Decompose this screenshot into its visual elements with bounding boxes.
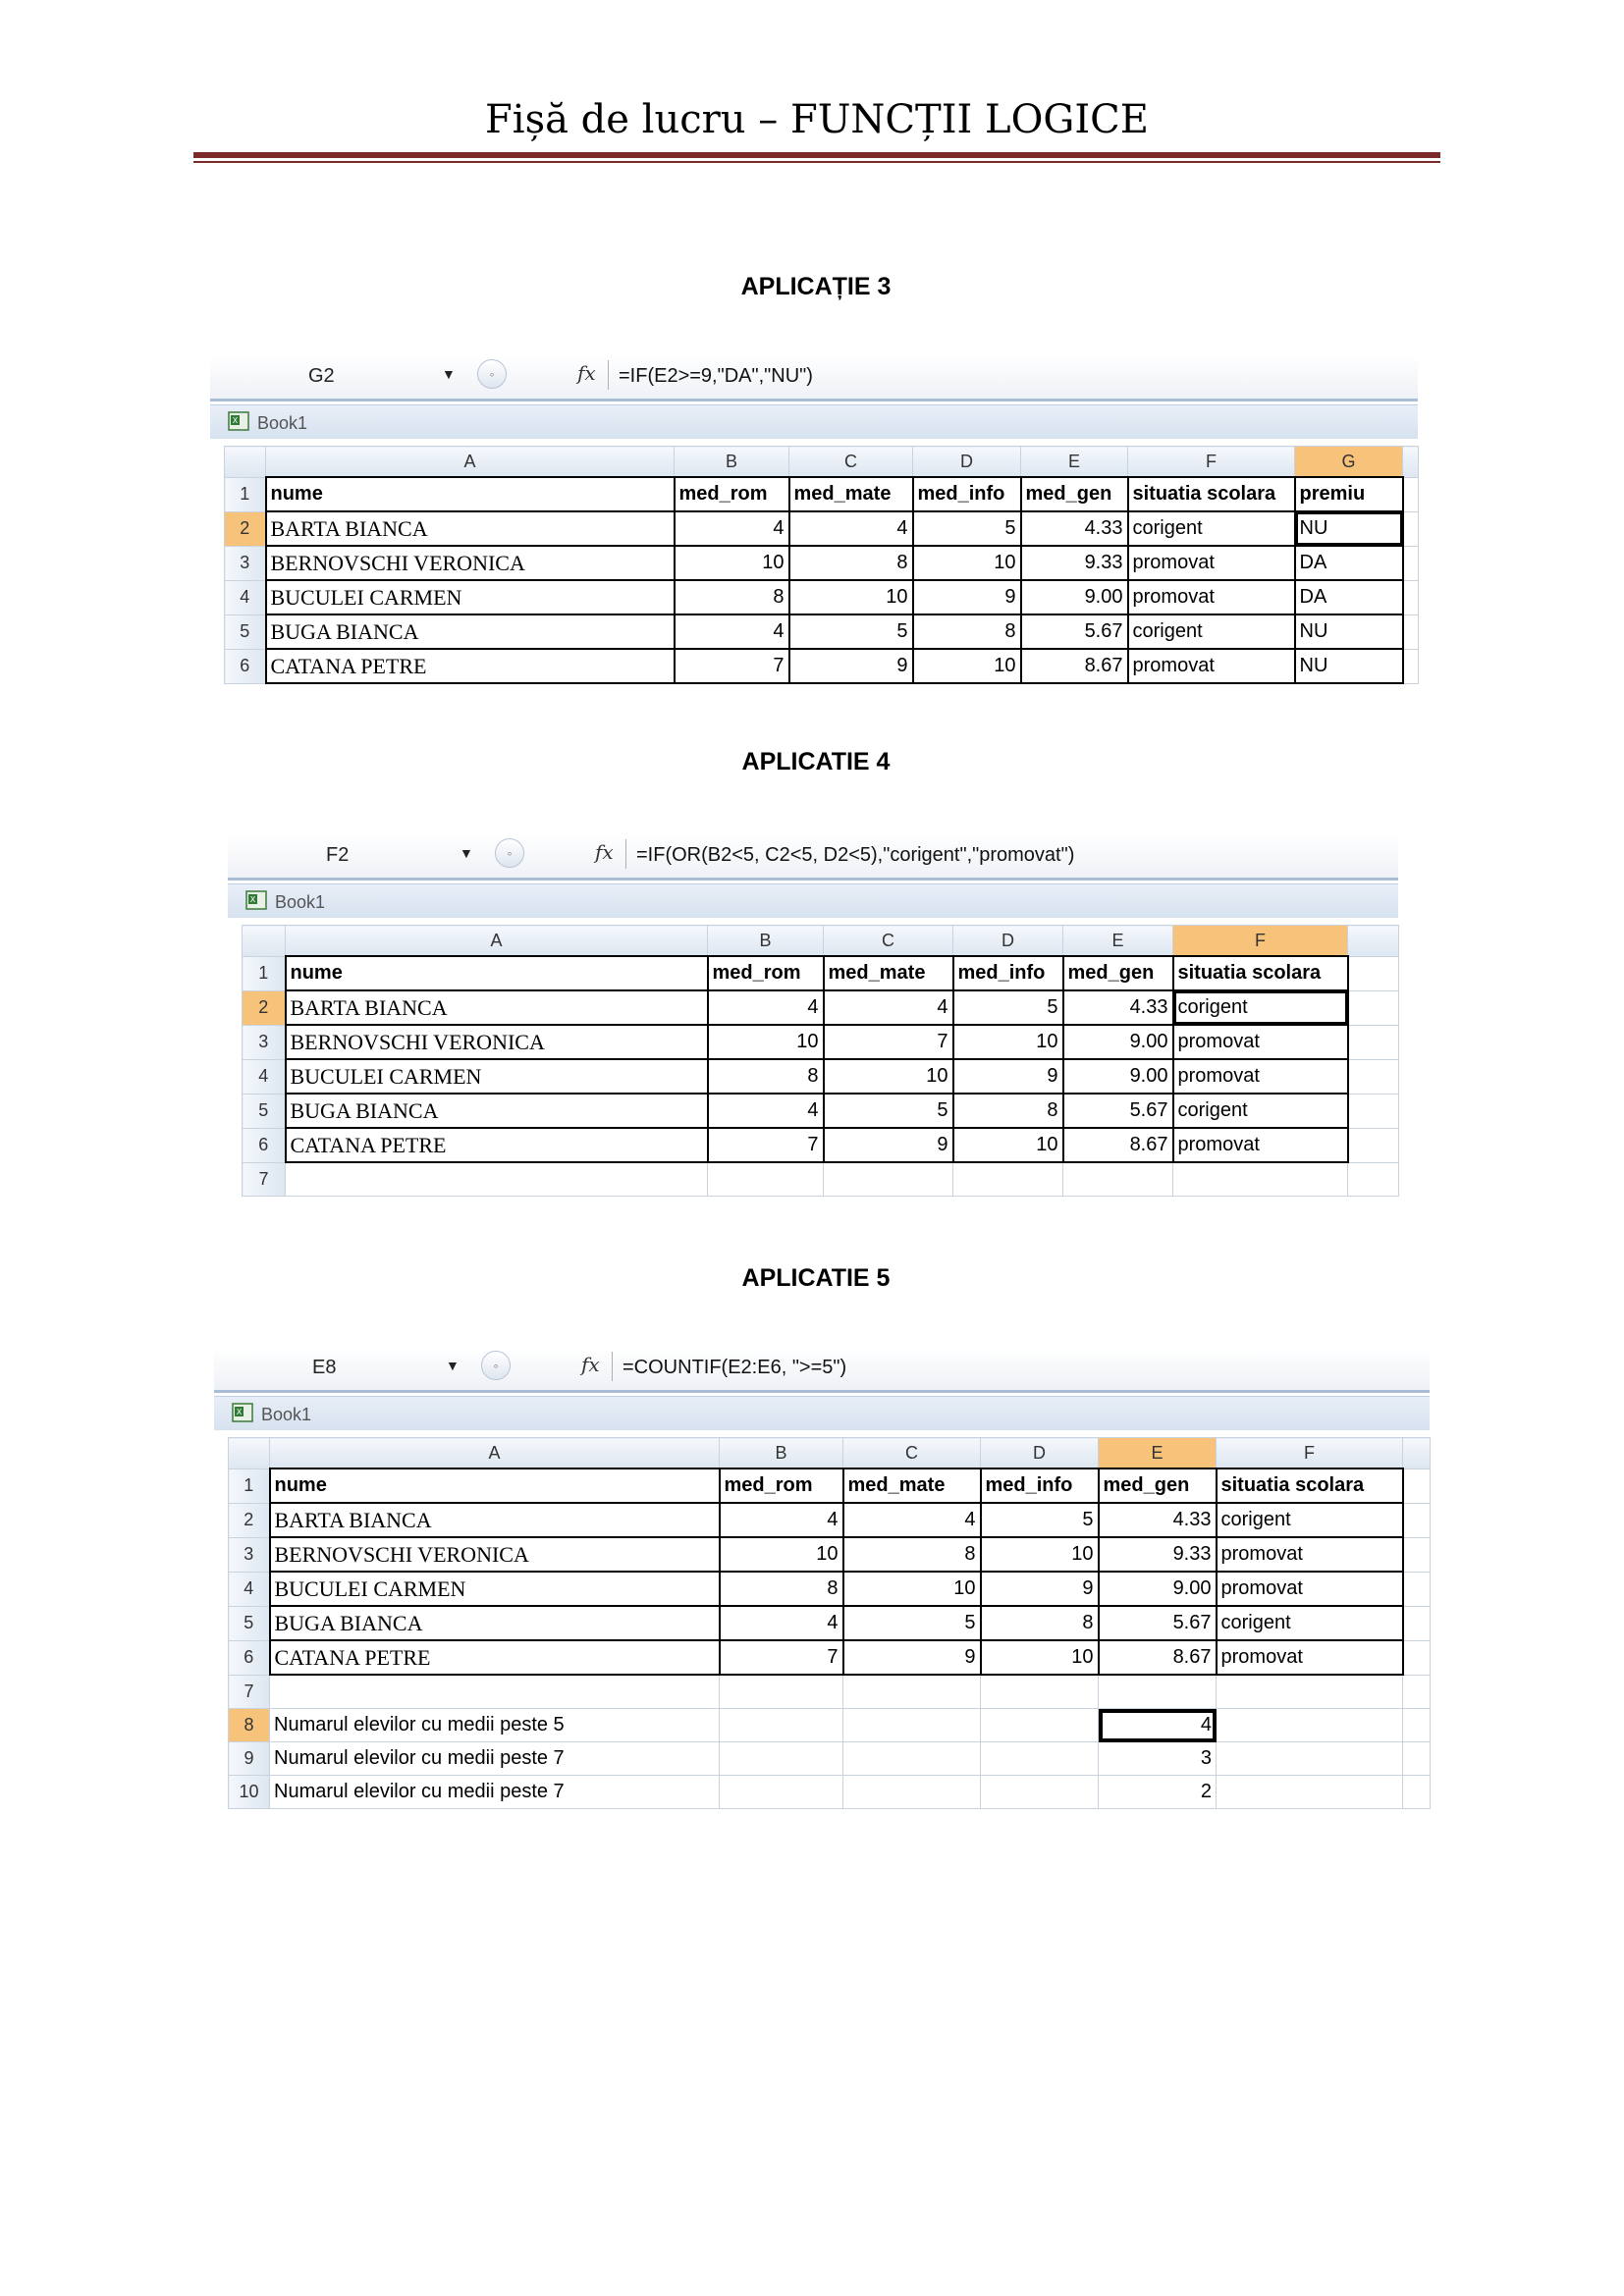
- cell[interactable]: 9.00: [1099, 1572, 1217, 1606]
- name-box[interactable]: F2: [326, 844, 350, 866]
- cell[interactable]: 10: [824, 1059, 953, 1094]
- app3-title: APLICAȚIE 3: [740, 273, 892, 300]
- column-header[interactable]: C: [843, 1438, 981, 1469]
- column-header-selected[interactable]: E: [1099, 1438, 1217, 1469]
- workbook-titlebar: [228, 883, 1398, 918]
- cell[interactable]: 10: [953, 1025, 1063, 1059]
- cell[interactable]: BUCULEI CARMEN: [270, 1572, 720, 1606]
- table-row: [225, 580, 1419, 614]
- cell[interactable]: [720, 1742, 843, 1776]
- row-header[interactable]: 10: [229, 1776, 270, 1809]
- cell[interactable]: 4.33: [1063, 990, 1173, 1025]
- cell[interactable]: [1217, 1709, 1403, 1742]
- row-header[interactable]: 7: [229, 1675, 270, 1709]
- summary-label[interactable]: Numarul elevilor cu medii peste 7: [270, 1742, 720, 1776]
- row-header[interactable]: 6: [243, 1128, 286, 1162]
- table-row: [229, 1640, 1431, 1675]
- row-header-selected[interactable]: 2: [225, 511, 266, 546]
- cell[interactable]: med_mate: [789, 477, 913, 511]
- cell[interactable]: [843, 1742, 981, 1776]
- excel-workbook-icon: [228, 410, 249, 432]
- cell[interactable]: promovat: [1173, 1059, 1348, 1094]
- row-header[interactable]: 5: [229, 1606, 270, 1640]
- cell[interactable]: med_gen: [1063, 956, 1173, 990]
- spreadsheet-grid: [228, 1437, 1431, 1809]
- app5-excel-window: [214, 1347, 1430, 1875]
- cell[interactable]: 4: [708, 990, 824, 1025]
- row-header[interactable]: 7: [243, 1162, 286, 1197]
- divider: [608, 360, 609, 390]
- column-header[interactable]: E: [1021, 447, 1128, 478]
- cell[interactable]: [981, 1709, 1099, 1742]
- cell[interactable]: [720, 1675, 843, 1709]
- table-row: [229, 1503, 1431, 1537]
- column-header[interactable]: B: [675, 447, 789, 478]
- workbook-name: Book1: [257, 413, 308, 433]
- active-cell[interactable]: NU: [1295, 511, 1403, 546]
- cell[interactable]: 10: [675, 546, 789, 580]
- cell[interactable]: 9.00: [1063, 1025, 1173, 1059]
- cell[interactable]: situatia scolara: [1217, 1468, 1403, 1503]
- cell[interactable]: corigent: [1217, 1503, 1403, 1537]
- cell[interactable]: [1403, 1675, 1431, 1709]
- table-row: [229, 1572, 1431, 1606]
- cell[interactable]: 9: [789, 649, 913, 683]
- expand-button[interactable]: ◦: [477, 359, 507, 389]
- cell[interactable]: 5: [843, 1606, 981, 1640]
- cell[interactable]: DA: [1295, 580, 1403, 614]
- cell[interactable]: med_info: [953, 956, 1063, 990]
- cell[interactable]: [1403, 614, 1419, 649]
- function-icon[interactable]: fx: [577, 361, 596, 385]
- row-header[interactable]: 1: [243, 956, 286, 990]
- column-header[interactable]: A: [286, 926, 708, 957]
- cell[interactable]: [1403, 1742, 1431, 1776]
- cell[interactable]: med_rom: [720, 1468, 843, 1503]
- column-header-selected[interactable]: G: [1295, 447, 1403, 478]
- row-header[interactable]: 3: [225, 546, 266, 580]
- cell[interactable]: [1348, 1059, 1399, 1094]
- cell[interactable]: [1403, 1776, 1431, 1809]
- workbook-titlebar: [214, 1396, 1430, 1430]
- cell[interactable]: 8.67: [1021, 649, 1128, 683]
- cell[interactable]: [1403, 1572, 1431, 1606]
- cell[interactable]: [824, 1162, 953, 1197]
- cell[interactable]: 9: [953, 1059, 1063, 1094]
- cell[interactable]: 5: [824, 1094, 953, 1128]
- cell[interactable]: corigent: [1217, 1606, 1403, 1640]
- cell[interactable]: BARTA BIANCA: [266, 511, 675, 546]
- cell[interactable]: promovat: [1173, 1128, 1348, 1162]
- cell[interactable]: 10: [708, 1025, 824, 1059]
- name-box[interactable]: E8: [312, 1357, 337, 1378]
- cell[interactable]: 8: [789, 546, 913, 580]
- cell[interactable]: [1348, 1162, 1399, 1197]
- cell[interactable]: [843, 1675, 981, 1709]
- cell[interactable]: 10: [981, 1537, 1099, 1572]
- cell[interactable]: 10: [789, 580, 913, 614]
- formula-bar: [210, 355, 1418, 401]
- cell[interactable]: 4: [843, 1503, 981, 1537]
- column-header[interactable]: C: [789, 447, 913, 478]
- column-header[interactable]: B: [720, 1438, 843, 1469]
- cell[interactable]: [1403, 511, 1419, 546]
- select-all-button[interactable]: [243, 926, 286, 957]
- cell[interactable]: [981, 1742, 1099, 1776]
- cell[interactable]: 4: [675, 511, 789, 546]
- cell[interactable]: promovat: [1173, 1025, 1348, 1059]
- cell[interactable]: [1403, 1709, 1431, 1742]
- table-row: [225, 649, 1419, 683]
- workbook-name: Book1: [261, 1405, 312, 1424]
- cell[interactable]: 9: [824, 1128, 953, 1162]
- row-header[interactable]: 2: [229, 1503, 270, 1537]
- cell[interactable]: 8: [981, 1606, 1099, 1640]
- column-header: [1403, 447, 1419, 478]
- column-header[interactable]: D: [981, 1438, 1099, 1469]
- table-row: [229, 1468, 1431, 1503]
- cell[interactable]: 5: [981, 1503, 1099, 1537]
- cell[interactable]: med_mate: [843, 1468, 981, 1503]
- column-header[interactable]: D: [953, 926, 1063, 957]
- cell[interactable]: promovat: [1217, 1640, 1403, 1675]
- cell[interactable]: 9: [913, 580, 1021, 614]
- cell[interactable]: [981, 1776, 1099, 1809]
- column-header[interactable]: F: [1128, 447, 1295, 478]
- row-header[interactable]: 5: [243, 1094, 286, 1128]
- row-header[interactable]: 5: [225, 614, 266, 649]
- row-header[interactable]: 9: [229, 1742, 270, 1776]
- cell[interactable]: [1403, 1537, 1431, 1572]
- cell[interactable]: [1403, 1468, 1431, 1503]
- cell[interactable]: situatia scolara: [1128, 477, 1295, 511]
- cell[interactable]: 8: [708, 1059, 824, 1094]
- cell[interactable]: 8: [953, 1094, 1063, 1128]
- select-all-button[interactable]: [225, 447, 266, 478]
- cell[interactable]: nume: [286, 956, 708, 990]
- cell[interactable]: [1348, 1025, 1399, 1059]
- row-header[interactable]: 4: [243, 1059, 286, 1094]
- column-header[interactable]: A: [270, 1438, 720, 1469]
- cell[interactable]: [1348, 990, 1399, 1025]
- chevron-down-icon[interactable]: ▼: [460, 845, 473, 861]
- row-header[interactable]: 1: [225, 477, 266, 511]
- cell[interactable]: [953, 1162, 1063, 1197]
- cell[interactable]: 8.67: [1063, 1128, 1173, 1162]
- row-header-selected[interactable]: 2: [243, 990, 286, 1025]
- cell[interactable]: BUGA BIANCA: [270, 1606, 720, 1640]
- svg-text:X: X: [232, 416, 239, 425]
- active-cell[interactable]: 4: [1099, 1709, 1217, 1742]
- cell[interactable]: med_mate: [824, 956, 953, 990]
- cell[interactable]: CATANA PETRE: [286, 1128, 708, 1162]
- cell[interactable]: 4: [720, 1503, 843, 1537]
- svg-text:X: X: [249, 895, 256, 904]
- cell[interactable]: 10: [913, 649, 1021, 683]
- function-icon[interactable]: fx: [581, 1353, 600, 1376]
- cell[interactable]: BERNOVSCHI VERONICA: [266, 546, 675, 580]
- row-header[interactable]: 4: [229, 1572, 270, 1606]
- cell[interactable]: 4: [720, 1606, 843, 1640]
- table-row: [243, 1162, 1399, 1197]
- table-row: [243, 956, 1399, 990]
- cell[interactable]: med_rom: [708, 956, 824, 990]
- cell[interactable]: promovat: [1128, 580, 1295, 614]
- summary-label[interactable]: Numarul elevilor cu medii peste 5: [270, 1709, 720, 1742]
- cell[interactable]: [1348, 956, 1399, 990]
- table-row: [243, 1059, 1399, 1094]
- cell[interactable]: corigent: [1128, 614, 1295, 649]
- cell[interactable]: [1403, 1606, 1431, 1640]
- cell[interactable]: 9.33: [1021, 546, 1128, 580]
- cell[interactable]: 10: [981, 1640, 1099, 1675]
- select-all-button[interactable]: [229, 1438, 270, 1469]
- cell[interactable]: corigent: [1128, 511, 1295, 546]
- cell[interactable]: nume: [266, 477, 675, 511]
- row-header[interactable]: 6: [229, 1640, 270, 1675]
- cell[interactable]: 3: [1099, 1742, 1217, 1776]
- expand-button[interactable]: ◦: [495, 838, 524, 868]
- cell[interactable]: BUGA BIANCA: [286, 1094, 708, 1128]
- cell[interactable]: 5.67: [1021, 614, 1128, 649]
- function-icon[interactable]: fx: [595, 840, 614, 864]
- cell[interactable]: BARTA BIANCA: [270, 1503, 720, 1537]
- cell[interactable]: 10: [953, 1128, 1063, 1162]
- column-header[interactable]: D: [913, 447, 1021, 478]
- cell[interactable]: promovat: [1217, 1537, 1403, 1572]
- column-header[interactable]: C: [824, 926, 953, 957]
- cell[interactable]: [1403, 1503, 1431, 1537]
- cell[interactable]: 4: [824, 990, 953, 1025]
- table-row: [229, 1606, 1431, 1640]
- table-row: [225, 614, 1419, 649]
- cell[interactable]: 7: [675, 649, 789, 683]
- cell[interactable]: 10: [720, 1537, 843, 1572]
- app4-title: APLICATIE 4: [741, 748, 891, 775]
- formula-bar: [228, 834, 1398, 881]
- cell[interactable]: 5: [913, 511, 1021, 546]
- cell[interactable]: premiu: [1295, 477, 1403, 511]
- cell[interactable]: med_gen: [1021, 477, 1128, 511]
- cell[interactable]: nume: [270, 1468, 720, 1503]
- formula-input[interactable]: =COUNTIF(E2:E6, ">=5"): [623, 1357, 847, 1378]
- cell[interactable]: [270, 1675, 720, 1709]
- cell[interactable]: [1403, 580, 1419, 614]
- cell[interactable]: med_info: [981, 1468, 1099, 1503]
- table-row: [225, 546, 1419, 580]
- cell[interactable]: 9.00: [1021, 580, 1128, 614]
- cell[interactable]: 8.67: [1099, 1640, 1217, 1675]
- table-row: [229, 1742, 1431, 1776]
- column-header-row: [225, 447, 1419, 478]
- cell[interactable]: 5.67: [1099, 1606, 1217, 1640]
- cell[interactable]: BERNOVSCHI VERONICA: [270, 1537, 720, 1572]
- cell[interactable]: NU: [1295, 649, 1403, 683]
- cell[interactable]: 9.00: [1063, 1059, 1173, 1094]
- table-row: [225, 511, 1419, 546]
- chevron-down-icon[interactable]: ▼: [442, 366, 456, 382]
- formula-input[interactable]: =IF(OR(B2<5, C2<5, D2<5),"corigent","promovat"): [636, 844, 1075, 866]
- table-row: [225, 477, 1419, 511]
- cell[interactable]: [843, 1709, 981, 1742]
- cell[interactable]: 5.67: [1063, 1094, 1173, 1128]
- cell[interactable]: [1348, 1094, 1399, 1128]
- cell[interactable]: [1173, 1162, 1348, 1197]
- header-rule: [193, 152, 1440, 158]
- cell[interactable]: BUCULEI CARMEN: [266, 580, 675, 614]
- name-box[interactable]: G2: [308, 365, 335, 387]
- cell[interactable]: 4: [708, 1094, 824, 1128]
- workbook-titlebar: [210, 404, 1418, 439]
- table-row: [229, 1709, 1431, 1742]
- column-header-row: [229, 1438, 1431, 1469]
- app3-excel-window: [210, 355, 1418, 699]
- workbook-name: Book1: [275, 892, 326, 912]
- cell[interactable]: 8: [675, 580, 789, 614]
- cell[interactable]: [1099, 1675, 1217, 1709]
- excel-workbook-icon: [232, 1402, 253, 1423]
- cell[interactable]: 9: [981, 1572, 1099, 1606]
- cell[interactable]: [843, 1776, 981, 1809]
- spreadsheet-grid: [224, 446, 1419, 684]
- cell[interactable]: 8: [913, 614, 1021, 649]
- cell[interactable]: BUCULEI CARMEN: [286, 1059, 708, 1094]
- cell[interactable]: 2: [1099, 1776, 1217, 1809]
- row-header[interactable]: 4: [225, 580, 266, 614]
- cell[interactable]: 5: [789, 614, 913, 649]
- row-header-selected[interactable]: 8: [229, 1709, 270, 1742]
- spreadsheet-grid: [242, 925, 1399, 1197]
- cell[interactable]: [1217, 1675, 1403, 1709]
- cell[interactable]: 4: [789, 511, 913, 546]
- cell[interactable]: BUGA BIANCA: [266, 614, 675, 649]
- row-header[interactable]: 3: [243, 1025, 286, 1059]
- cell[interactable]: 4.33: [1099, 1503, 1217, 1537]
- cell[interactable]: CATANA PETRE: [270, 1640, 720, 1675]
- cell[interactable]: BARTA BIANCA: [286, 990, 708, 1025]
- column-header: [1348, 926, 1399, 957]
- cell[interactable]: 7: [708, 1128, 824, 1162]
- cell[interactable]: 7: [824, 1025, 953, 1059]
- divider: [612, 1352, 613, 1381]
- app4-excel-window: [228, 834, 1398, 1213]
- cell[interactable]: [1348, 1128, 1399, 1162]
- active-cell[interactable]: corigent: [1173, 990, 1348, 1025]
- table-row: [243, 1025, 1399, 1059]
- cell[interactable]: CATANA PETRE: [266, 649, 675, 683]
- cell[interactable]: promovat: [1217, 1572, 1403, 1606]
- expand-button[interactable]: ◦: [481, 1351, 511, 1380]
- table-row: [243, 1094, 1399, 1128]
- cell[interactable]: med_rom: [675, 477, 789, 511]
- column-header-selected[interactable]: F: [1173, 926, 1348, 957]
- divider: [625, 839, 626, 869]
- cell[interactable]: 10: [913, 546, 1021, 580]
- cell[interactable]: BERNOVSCHI VERONICA: [286, 1025, 708, 1059]
- app5-title: APLICATIE 5: [741, 1264, 891, 1292]
- svg-text:X: X: [236, 1408, 243, 1416]
- column-header-row: [243, 926, 1399, 957]
- cell[interactable]: 9: [843, 1640, 981, 1675]
- cell[interactable]: 9.33: [1099, 1537, 1217, 1572]
- cell[interactable]: [1217, 1776, 1403, 1809]
- cell[interactable]: [286, 1162, 708, 1197]
- cell[interactable]: med_gen: [1099, 1468, 1217, 1503]
- table-row: [243, 990, 1399, 1025]
- cell[interactable]: 8: [720, 1572, 843, 1606]
- cell[interactable]: [1403, 477, 1419, 511]
- cell[interactable]: 10: [843, 1572, 981, 1606]
- header-rule-thin: [193, 161, 1440, 163]
- cell[interactable]: 7: [720, 1640, 843, 1675]
- row-header[interactable]: 1: [229, 1468, 270, 1503]
- cell[interactable]: [981, 1675, 1099, 1709]
- formula-input[interactable]: =IF(E2>=9,"DA","NU"): [619, 365, 813, 387]
- formula-bar: [214, 1347, 1430, 1393]
- table-row: [243, 1128, 1399, 1162]
- cell[interactable]: situatia scolara: [1173, 956, 1348, 990]
- cell[interactable]: corigent: [1173, 1094, 1348, 1128]
- cell[interactable]: 4.33: [1021, 511, 1128, 546]
- column-header[interactable]: A: [266, 447, 675, 478]
- table-row: [229, 1537, 1431, 1572]
- cell[interactable]: NU: [1295, 614, 1403, 649]
- table-row: [229, 1776, 1431, 1809]
- cell[interactable]: promovat: [1128, 546, 1295, 580]
- cell[interactable]: [1403, 1640, 1431, 1675]
- cell[interactable]: [1403, 546, 1419, 580]
- summary-label[interactable]: Numarul elevilor cu medii peste 7: [270, 1776, 720, 1809]
- cell[interactable]: [720, 1709, 843, 1742]
- cell[interactable]: med_info: [913, 477, 1021, 511]
- cell[interactable]: 4: [675, 614, 789, 649]
- cell[interactable]: [720, 1776, 843, 1809]
- excel-workbook-icon: [245, 889, 267, 911]
- chevron-down-icon[interactable]: ▼: [446, 1358, 460, 1373]
- cell[interactable]: 5: [953, 990, 1063, 1025]
- cell[interactable]: promovat: [1128, 649, 1295, 683]
- table-row: [229, 1675, 1431, 1709]
- cell[interactable]: [1403, 649, 1419, 683]
- column-header: [1403, 1438, 1431, 1469]
- cell[interactable]: [1217, 1742, 1403, 1776]
- cell[interactable]: DA: [1295, 546, 1403, 580]
- column-header[interactable]: B: [708, 926, 824, 957]
- cell[interactable]: 8: [843, 1537, 981, 1572]
- column-header[interactable]: E: [1063, 926, 1173, 957]
- cell[interactable]: [708, 1162, 824, 1197]
- row-header[interactable]: 3: [229, 1537, 270, 1572]
- column-header[interactable]: F: [1217, 1438, 1403, 1469]
- row-header[interactable]: 6: [225, 649, 266, 683]
- cell[interactable]: [1063, 1162, 1173, 1197]
- page-title: Fișă de lucru – FUNCȚII LOGICE: [485, 97, 1149, 142]
